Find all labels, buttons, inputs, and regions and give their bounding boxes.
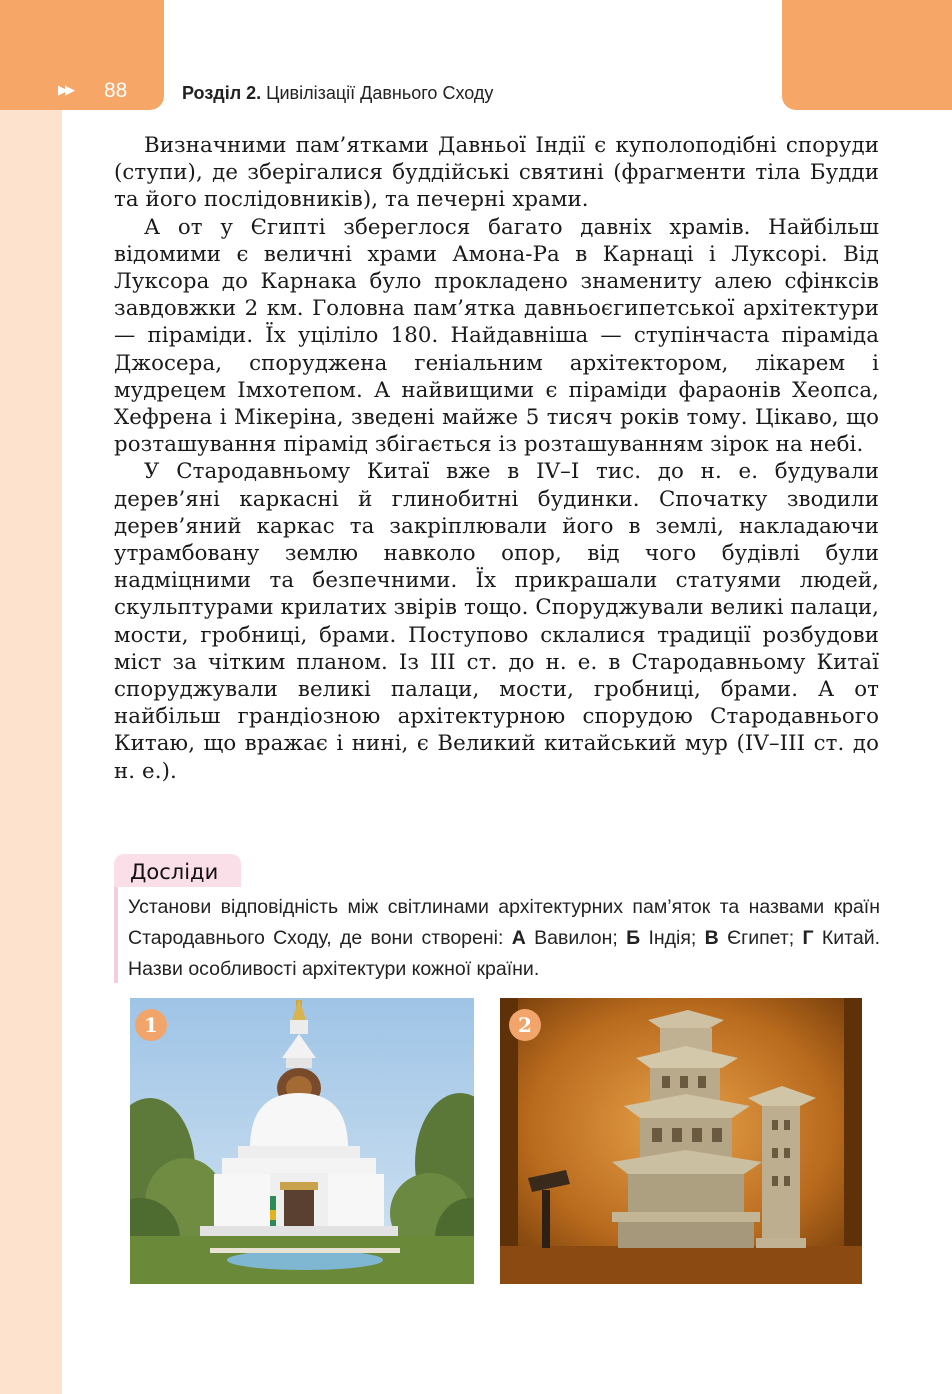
header-right-tab bbox=[782, 0, 952, 110]
section-name: Цивілізації Давнього Сходу bbox=[266, 83, 494, 103]
section-label: Розділ 2. bbox=[182, 83, 262, 103]
option-letter-g: Г bbox=[802, 927, 814, 949]
option-country-b: Індія; bbox=[640, 927, 705, 949]
paragraph-egypt: А от у Єгипті збереглося багато давніх храмів. Найбільш відомими є величні храми Амона-Ра в Карнаці і Луксорі. Від Луксора до Карнака було прокладено знамениту алею сфінксів завдовжки 2 км. Головна пам’ятка давньоєгипетської архітектури — піраміди. Їх уціліло 180. Найдавніша — ступінчаста піраміда Джосера, споруджена геніальним архітектором, лікарем і мудрецем Імхотепом. А найвищими є піраміди фараонів Хеопса, Хефрена і Мікеріна, зведені майже 5 тисяч років тому. Цікаво, що розташування пірамід збігається із розташуванням зірок на небі. bbox=[114, 214, 879, 458]
stupa-illustration bbox=[130, 998, 474, 1284]
explore-text-part-2: Назви особливості архітектури кожної країни. bbox=[128, 958, 540, 980]
option-letter-a: А bbox=[511, 927, 526, 949]
tower-model-photo bbox=[500, 998, 862, 1284]
option-country-g: Китай. bbox=[813, 927, 881, 949]
option-country-v: Єгипет; bbox=[718, 927, 803, 949]
stupa-photo bbox=[130, 998, 474, 1284]
tower-model-illustration bbox=[500, 998, 862, 1284]
photo-badge-1: 1 bbox=[135, 1009, 167, 1041]
page-number: 88 bbox=[104, 79, 128, 102]
explore-text-part: Установи відповідність між світлинами архітектурних пам’яток та назвами країн Стародавнього Сходу, де вони створені: bbox=[128, 896, 880, 949]
page-arrows-icon: ▶▶ bbox=[58, 83, 72, 98]
option-letter-b: Б bbox=[626, 927, 641, 949]
explore-title: Досліди bbox=[130, 860, 219, 884]
explore-task-text bbox=[128, 892, 880, 985]
main-text bbox=[114, 132, 879, 785]
paragraph-china: У Стародавньому Китаї вже в IV–I тис. до н. е. будували дерев’яні каркасні й глинобитні будинки. Спочатку зводили дерев’яний каркас та закріплювали його в землі, накладаючи утрамбовану землю навколо опор, від чого будівлі були надміцними та безпечними. Їх прикрашали статуями людей, скульптурами крилатих звірів тощо. Споруджували великі палаци, мости, гробниці, брами. Поступово склалися традиції розбудови міст за чітким планом. Із III ст. до н. е. в Стародавньому Китаї споруджували великі палаци, мости, гробниці, брами. А от найбільш грандіозною архітектурною спорудою Стародавнього Китаю, що вражає і нині, є Великий китайський мур (IV–III ст. до н. е.). bbox=[114, 459, 879, 784]
photo-badge-2: 2 bbox=[509, 1009, 541, 1041]
explore-side-bar bbox=[114, 887, 118, 983]
section-title bbox=[182, 80, 493, 106]
option-country-a: Вавилон; bbox=[525, 927, 627, 949]
paragraph-india: Визначними пам’ятками Давньої Індії є куполоподібні споруди (ступи), де зберігалися буддійські святині (фрагменти тіла Будди та його послідовників), та печерні храми. bbox=[114, 133, 879, 213]
option-letter-v: В bbox=[704, 927, 719, 949]
page-margin-stripe bbox=[0, 0, 62, 1394]
